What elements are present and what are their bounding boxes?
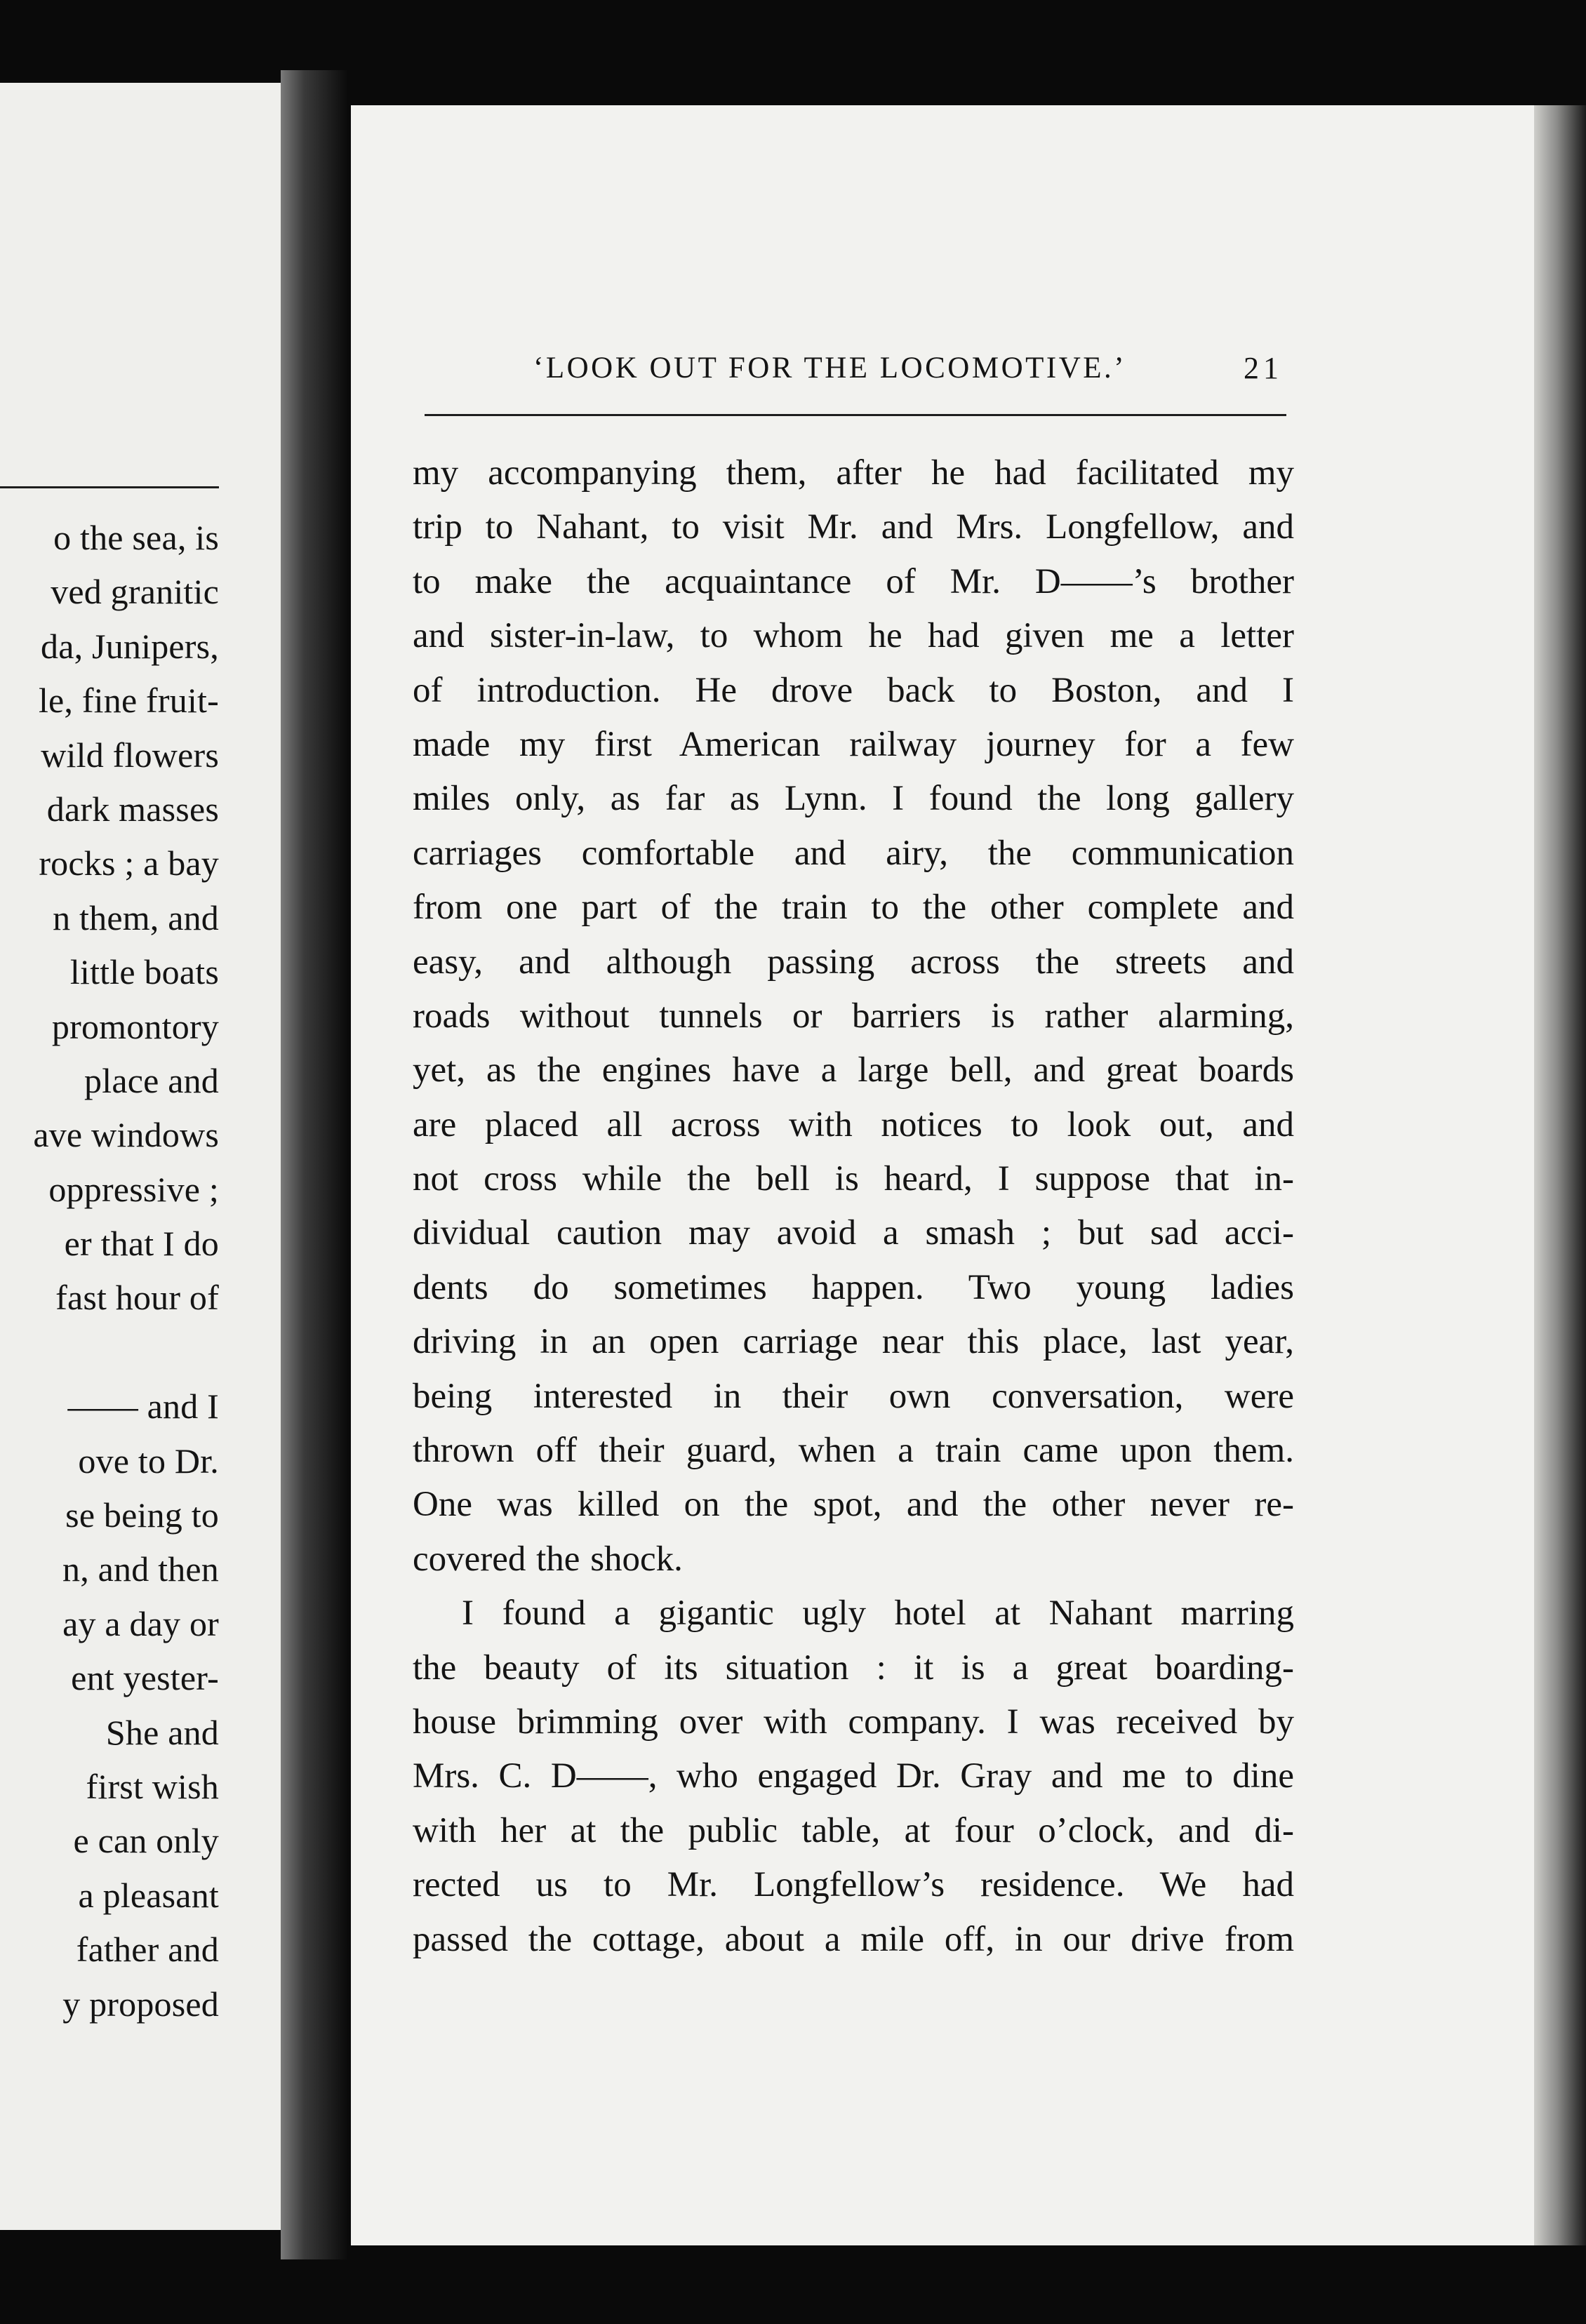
body-text	[413, 446, 1294, 1967]
text-line: from one part of the train to the other complete and	[413, 888, 1294, 928]
text-line: driving in an open carriage near this place, last year,	[413, 1322, 1294, 1362]
text-line: passed the cottage, about a mile off, in our drive from	[413, 1919, 1294, 1959]
text-line: made my first American railway journey for a few	[413, 724, 1294, 764]
text-line: yet, as the engines have a large bell, and great boards	[413, 1050, 1294, 1090]
left-line: ave windows	[33, 1115, 219, 1155]
text-line: not cross while the bell is heard, I suppose that in-	[413, 1159, 1294, 1199]
left-line: She and	[105, 1712, 219, 1752]
text-line: my accompanying them, after he had facilitated my	[413, 453, 1294, 493]
left-line: ent yester-	[71, 1658, 219, 1698]
page-edge-shadow	[1534, 105, 1586, 2245]
left-line: fast hour of	[55, 1278, 219, 1318]
text-line: house brimming over with company. I was received by	[413, 1702, 1294, 1742]
left-line: dark masses	[46, 789, 219, 829]
text-line: being interested in their own conversation, were	[413, 1376, 1294, 1416]
left-page-text	[0, 511, 219, 2031]
text-line: are placed all across with notices to look out, and	[413, 1104, 1294, 1144]
left-line: —— and I	[67, 1387, 219, 1427]
left-line: e can only	[73, 1821, 219, 1861]
text-line: of introduction. He drove back to Boston, and I	[413, 670, 1294, 710]
left-line: wild flowers	[41, 735, 219, 775]
text-line: dividual caution may avoid a smash ; but sad acci-	[413, 1213, 1294, 1253]
text-line: I found a gigantic ugly hotel at Nahant marring	[462, 1594, 1294, 1634]
left-page	[0, 83, 281, 2230]
left-line: da, Junipers,	[41, 626, 219, 666]
left-line: se being to	[65, 1495, 219, 1535]
text-line: with her at the public table, at four o’clock, and di-	[413, 1810, 1294, 1850]
left-line: rocks ; a bay	[39, 843, 219, 883]
text-line: dents do sometimes happen. Two young ladies	[413, 1267, 1294, 1307]
text-line: thrown off their guard, when a train came upon them.	[413, 1431, 1294, 1471]
left-line: ove to Dr.	[78, 1441, 219, 1481]
left-line: oppressive ;	[48, 1169, 219, 1209]
text-line: roads without tunnels or barriers is rather alarming,	[413, 996, 1294, 1036]
left-line: father and	[76, 1930, 219, 1970]
left-line: n, and then	[62, 1549, 219, 1589]
text-line: rected us to Mr. Longfellow’s residence. We had	[413, 1865, 1294, 1905]
text-line: One was killed on the spot, and the other never re-	[413, 1485, 1294, 1525]
left-line: y proposed	[62, 1984, 219, 2024]
text-line: the beauty of its situation : it is a great boarding-	[413, 1648, 1294, 1688]
left-line: er that I do	[64, 1224, 219, 1264]
left-line: ved granitic	[51, 572, 219, 612]
text-line: Mrs. C. D——, who engaged Dr. Gray and me to dine	[413, 1756, 1294, 1796]
text-line: covered the shock.	[413, 1539, 683, 1579]
book-gutter-shadow	[281, 70, 348, 2259]
left-line: first wish	[86, 1766, 219, 1806]
left-line: promontory	[51, 1006, 219, 1046]
left-line: place and	[84, 1060, 219, 1100]
left-line: ay a day or	[62, 1603, 219, 1643]
left-line: o the sea, is	[53, 518, 219, 557]
left-header-rule	[0, 486, 219, 488]
text-line: trip to Nahant, to visit Mr. and Mrs. Longfellow, and	[413, 507, 1294, 547]
page-number: 21	[1244, 351, 1283, 385]
text-line: easy, and although passing across the streets and	[413, 942, 1294, 982]
text-line: and sister-in-law, to whom he had given me a letter	[413, 616, 1294, 656]
text-line: miles only, as far as Lynn. I found the long gallery	[413, 779, 1294, 819]
left-line: a pleasant	[78, 1875, 219, 1915]
running-head: ‘LOOK OUT FOR THE LOCOMOTIVE.’	[533, 352, 1127, 385]
text-line: to make the acquaintance of Mr. D——’s brother	[413, 561, 1294, 601]
left-line: n them, and	[53, 897, 219, 937]
left-line	[0, 1325, 219, 1380]
text-line: carriages comfortable and airy, the communication	[413, 833, 1294, 873]
left-line: little boats	[69, 952, 219, 992]
header-rule	[425, 414, 1286, 416]
left-line: le, fine fruit-	[38, 681, 219, 721]
